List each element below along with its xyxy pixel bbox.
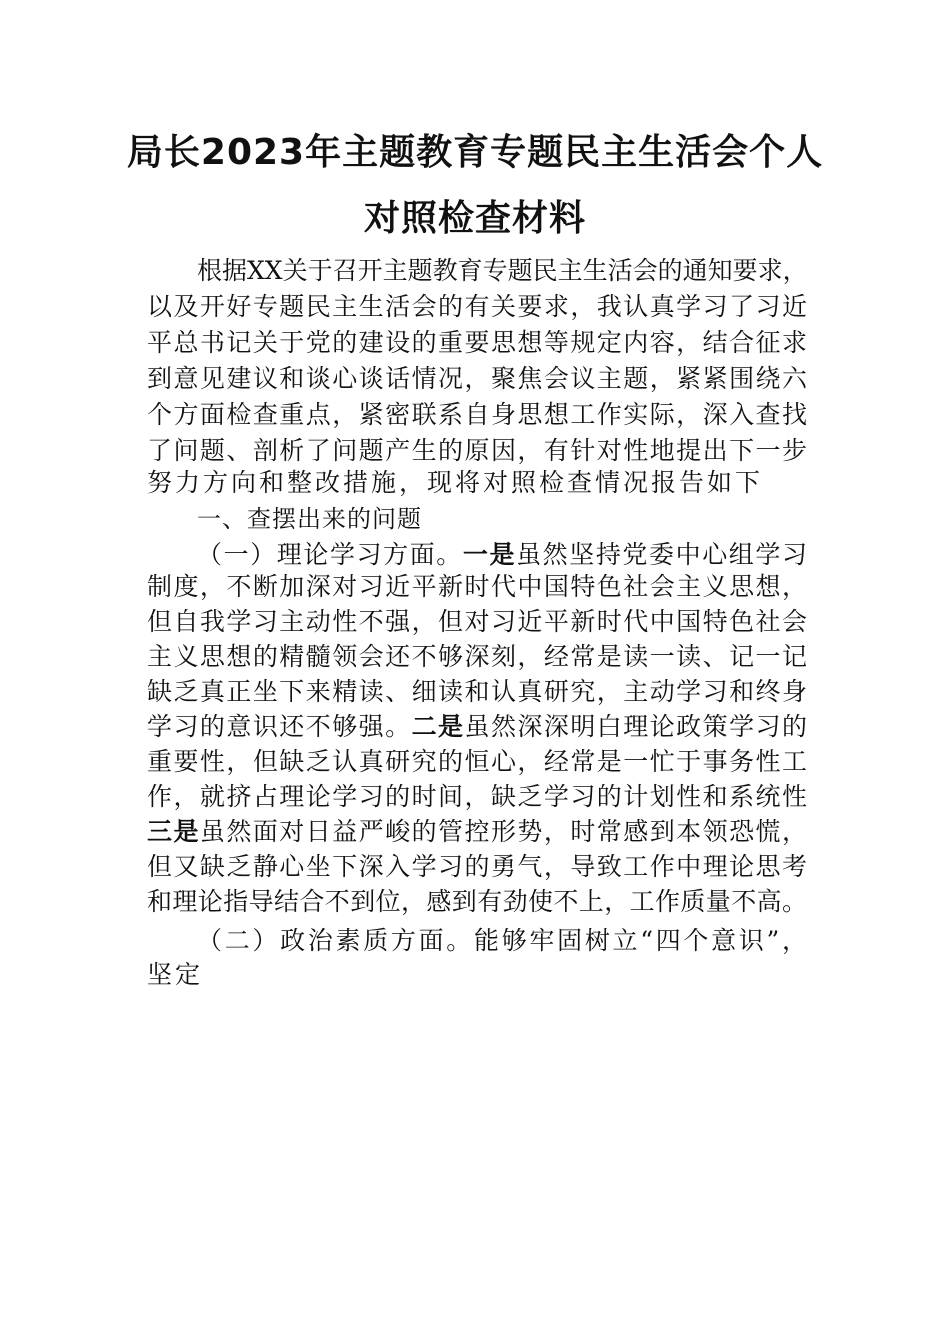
theory-study-line-9-text: 虽然面对日益严峻的管控形势，时常感到本领恐慌，	[199, 817, 807, 846]
theory-study-label: （一）理论学习方面。	[197, 540, 463, 569]
intro-line-5: 个方面检查重点，紧密联系自身思想工作实际，深入查找	[147, 400, 807, 429]
theory-study-line-6-text: 学习的意识还不够强。	[147, 712, 412, 741]
intro-line-6: 了问题、剖析了问题产生的原因，有针对性地提出下一步	[147, 436, 807, 465]
theory-study-line-8: 作，就挤占理论学习的时间，缺乏学习的计划性和系统性	[147, 782, 807, 811]
theory-study-line-4: 主义思想的精髓领会还不够深刻，经常是读一读、记一记	[147, 642, 807, 671]
theory-study-line-10: 但又缺乏静心坐下深入学习的勇气，导致工作中理论思考	[147, 852, 807, 881]
theory-study-line-11: 和理论指导结合不到位，感到有劲使不上，工作质量不高。	[147, 887, 807, 916]
intro-line-2: 以及开好专题民主生活会的有关要求，我认真学习了习近	[147, 292, 807, 321]
theory-study-line-9	[147, 815, 807, 849]
theory-study-line-1	[197, 538, 807, 572]
point-two-marker: 二是	[411, 712, 465, 741]
section-heading: 一、查摆出来的问题	[197, 505, 422, 533]
point-three-marker: 三是	[147, 817, 200, 846]
intro-line-4: 到意见建议和谈心谈话情况，聚焦会议主题，紧紧围绕六	[147, 364, 807, 393]
intro-line-7: 努力方向和整改措施，现将对照检查情况报告如下	[147, 468, 764, 497]
document-title-line-2: 对照检查材料	[363, 198, 586, 239]
point-one-marker: 一是	[462, 540, 517, 569]
theory-study-text: 虽然坚持党委中心组学习	[516, 540, 807, 569]
theory-study-line-2: 制度，不断加深对习近平新时代中国特色社会主义思想，	[147, 572, 807, 601]
intro-line-1: 根据XX关于召开主题教育专题民主生活会的通知要求，	[197, 256, 808, 285]
theory-study-line-3: 但自我学习主动性不强，但对习近平新时代中国特色社会	[147, 607, 807, 636]
theory-study-line-7: 重要性，但缺乏认真研究的恒心，经常是一忙于事务性工	[147, 747, 807, 776]
intro-line-3: 平总书记关于党的建设的重要思想等规定内容，结合征求	[147, 328, 807, 357]
political-quality-line-2: 坚定	[147, 960, 204, 989]
political-quality-line-1: （二）政治素质方面。能够牢固树立“四个意识”，	[197, 926, 807, 955]
document-title-line-1: 局长2023年主题教育专题民主生活会个人	[126, 132, 824, 173]
theory-study-line-6-rest: 虽然深深明白理论政策学习的	[464, 712, 807, 741]
theory-study-line-6	[147, 710, 807, 744]
theory-study-line-5: 缺乏真正坐下来精读、细读和认真研究，主动学习和终身	[147, 677, 807, 706]
